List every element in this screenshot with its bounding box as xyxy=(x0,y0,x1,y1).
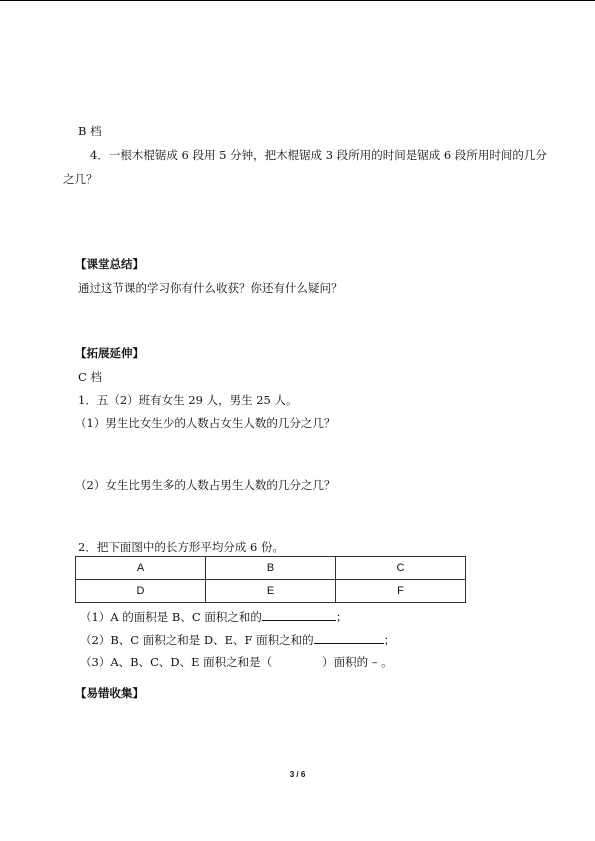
question-2-part-2 xyxy=(80,632,395,647)
region-d: D xyxy=(76,580,206,603)
summary-header: 【课堂总结】 xyxy=(75,257,144,271)
extension-header: 【拓展延伸】 xyxy=(75,346,144,360)
region-e: E xyxy=(206,580,336,603)
question-2-part-2-text: （2）B、C 面积之和是 D、E、F 面积之和的 xyxy=(80,633,314,647)
question-4-line2: 之几？ xyxy=(63,172,98,186)
region-b: B xyxy=(206,557,336,580)
question-2-part-2-end: ； xyxy=(383,633,396,647)
page-number: 3 / 6 xyxy=(289,770,306,779)
level-b-label: B 档 xyxy=(78,124,102,138)
table-row xyxy=(76,557,466,580)
answer-blank-1[interactable] xyxy=(262,609,336,621)
answer-blank-2[interactable] xyxy=(314,632,384,644)
question-4-line1: 4．一根木棍锯成 6 段用 5 分钟，把木棍锯成 3 段所用的时间是锯成 6 段所用时间的几分 xyxy=(90,148,547,162)
question-2-part-1-end: ； xyxy=(335,610,348,624)
mistakes-header: 【易错收集】 xyxy=(75,686,144,700)
region-f: F xyxy=(336,580,466,603)
question-1-part-1: （1）男生比女生少的人数占女生人数的几分之几？ xyxy=(75,416,336,430)
table-row xyxy=(76,580,466,603)
question-1-part-2: （2）女生比男生多的人数占男生人数的几分之几？ xyxy=(75,478,336,492)
question-2-part-3-end: ）面积的 – 。 xyxy=(322,655,393,669)
question-2-part-1-text: （1）A 的面积是 B、C 面积之和的 xyxy=(80,610,262,624)
question-2-part-3-text: （3）A、B、C、D、E 面积之和是（ xyxy=(80,655,273,669)
page-top-border xyxy=(0,0,595,1)
question-2-part-1 xyxy=(80,609,347,624)
rectangle-diagram xyxy=(75,556,466,603)
question-2-part-3 xyxy=(80,655,393,669)
question-2: 2．把下面图中的长方形平均分成 6 份。 xyxy=(78,540,284,554)
region-a: A xyxy=(76,557,206,580)
summary-text: 通过这节课的学习你有什么收获？你还有什么疑问？ xyxy=(78,281,343,295)
level-c-label: C 档 xyxy=(78,370,102,384)
question-1: 1．五（2）班有女生 29 人，男生 25 人。 xyxy=(78,393,298,407)
region-c: C xyxy=(336,557,466,580)
